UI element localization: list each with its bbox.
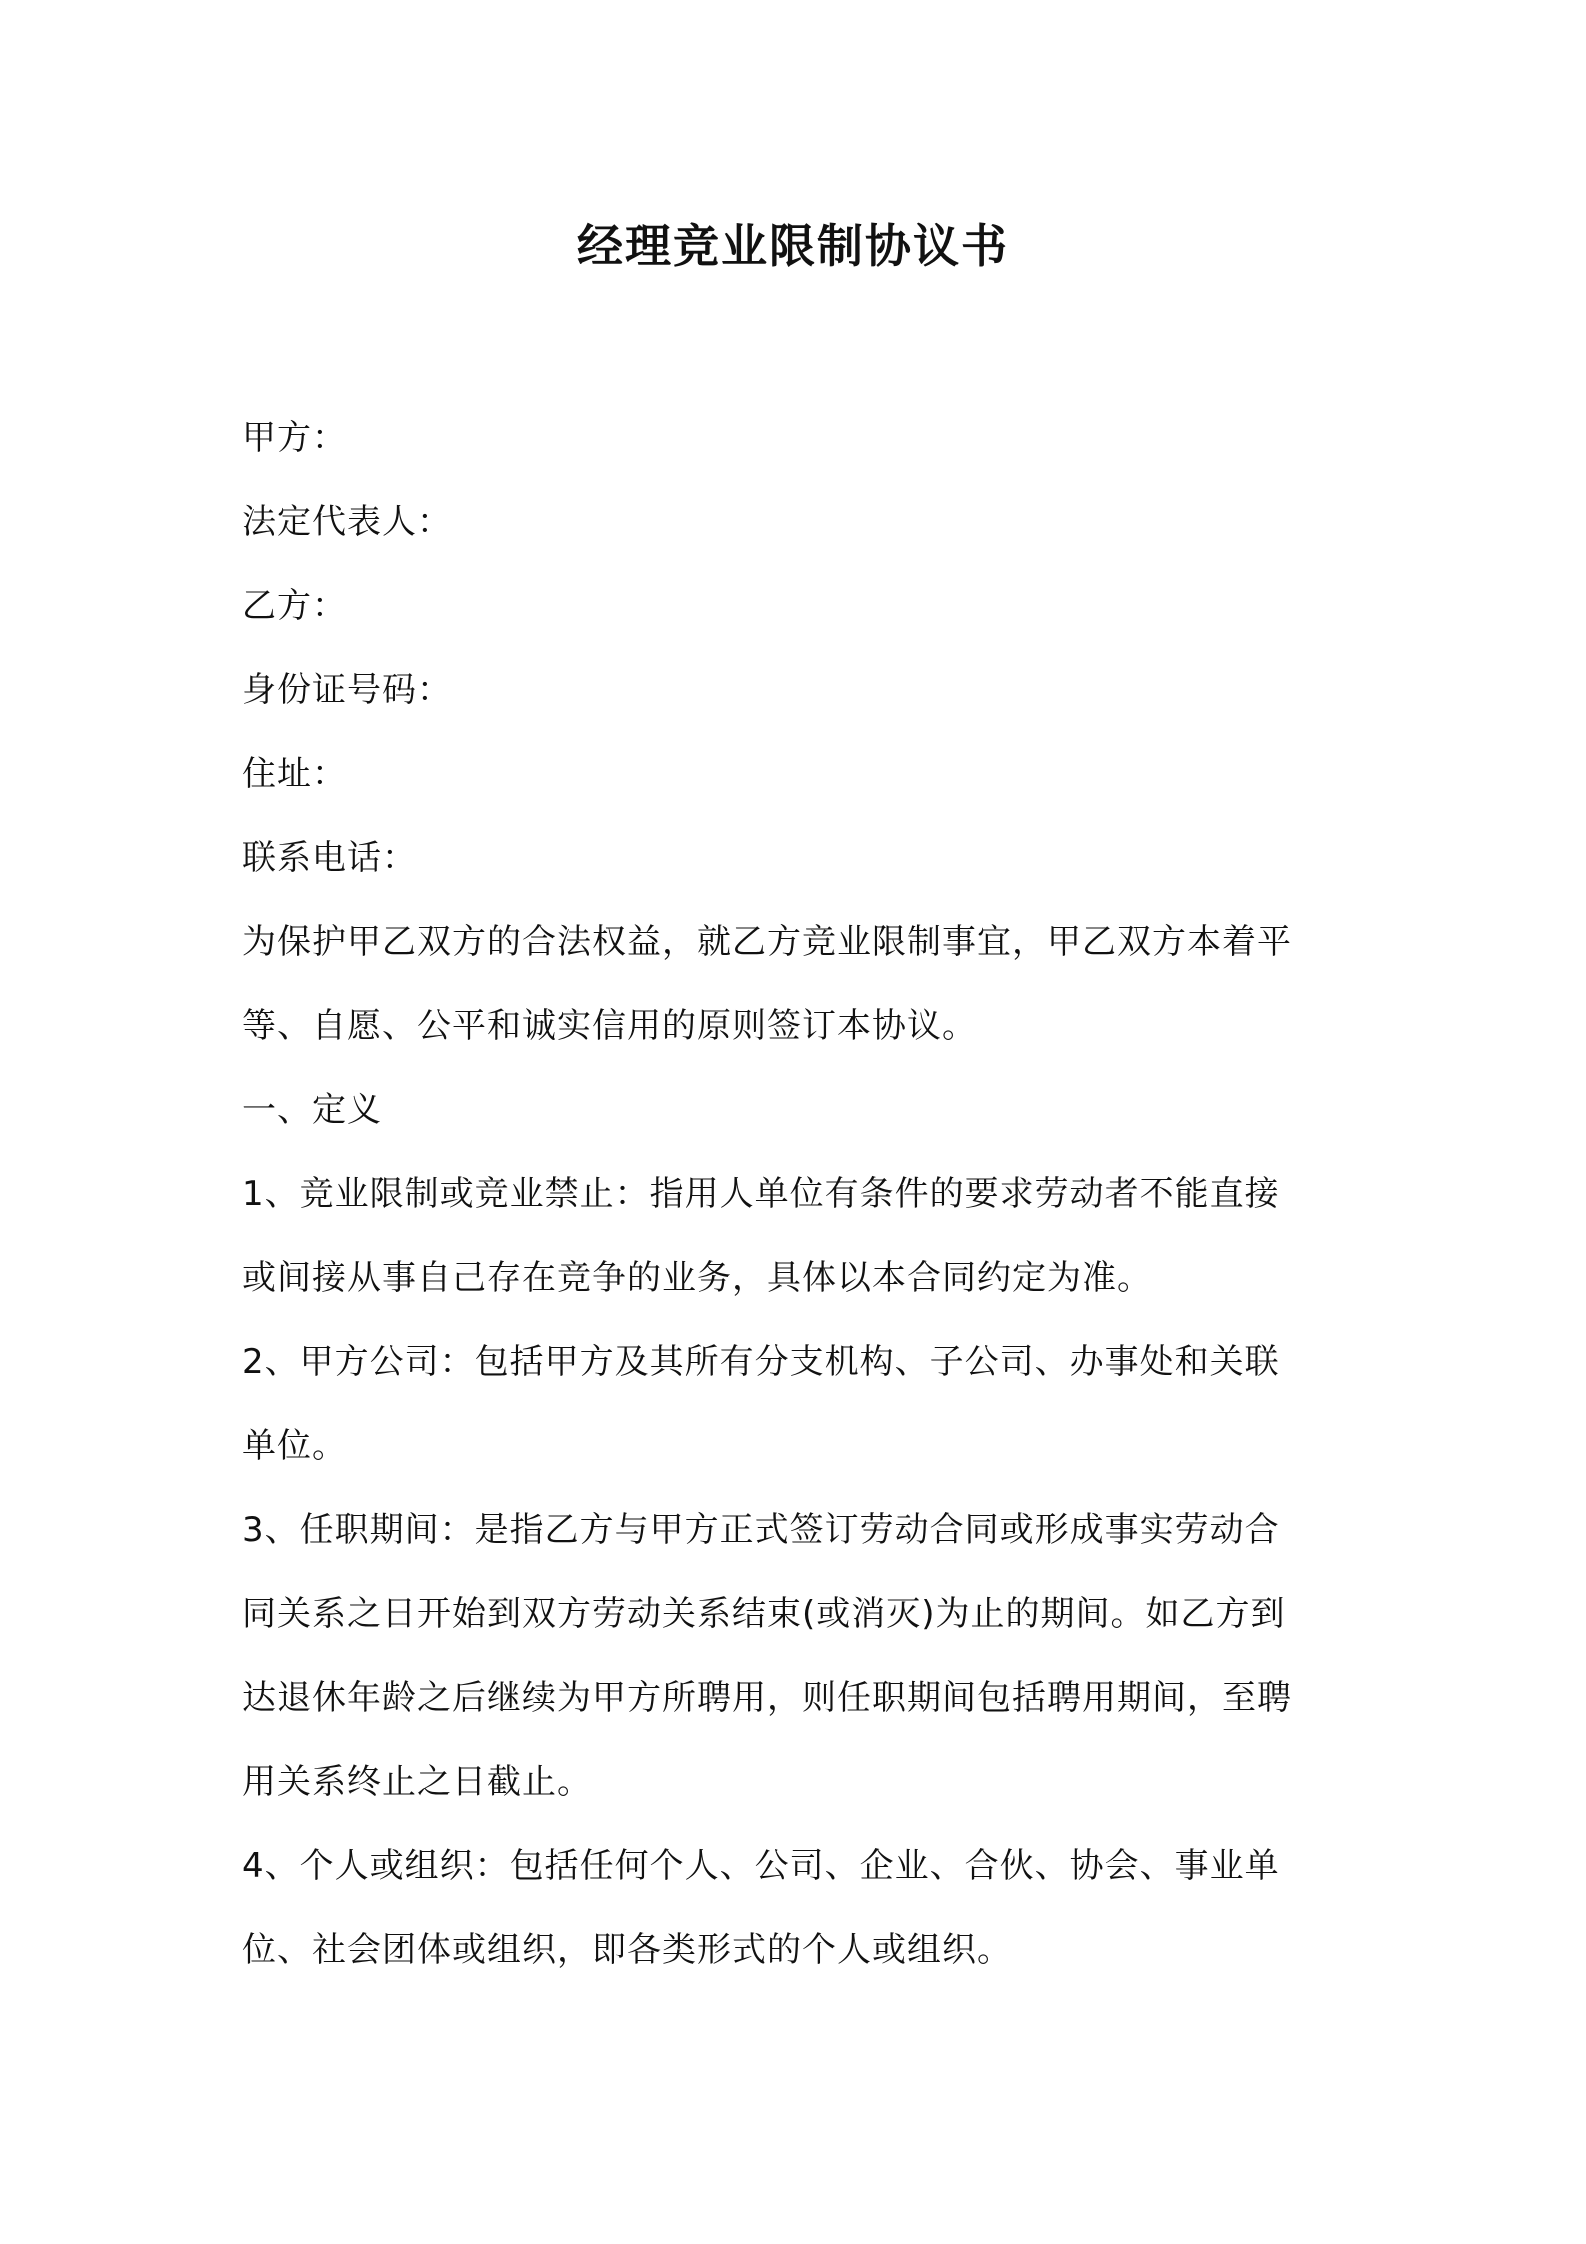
preamble-line-2: 等、自愿、公平和诚实信用的原则签订本协议。: [242, 1006, 977, 1046]
document-title: 经理竞业限制协议书: [577, 219, 1009, 273]
legal-representative-line: 法定代表人：: [242, 502, 452, 542]
definition-3-line-1: 3、任职期间：是指乙方与甲方正式签订劳动合同或形成事实劳动合: [242, 1510, 1280, 1550]
definition-2-line-2: 单位。: [242, 1426, 347, 1466]
definition-1-line-2: 或间接从事自己存在竞争的业务，具体以本合同约定为准。: [242, 1258, 1152, 1298]
address-line: 住址：: [242, 754, 347, 794]
id-number-line: 身份证号码：: [242, 670, 452, 710]
definition-4-line-1: 4、个人或组织：包括任何个人、公司、企业、合伙、协会、事业单: [242, 1846, 1280, 1886]
preamble-line-1: 为保护甲乙双方的合法权益，就乙方竞业限制事宜，甲乙双方本着平: [242, 922, 1292, 962]
definition-1-line-1: 1、竞业限制或竞业禁止：指用人单位有条件的要求劳动者不能直接: [242, 1174, 1280, 1214]
section-heading-definitions: 一、定义: [242, 1090, 382, 1130]
party-b-line: 乙方：: [242, 586, 347, 626]
definition-4-line-2: 位、社会团体或组织，即各类形式的个人或组织。: [242, 1930, 1012, 1970]
definition-3-line-3: 达退休年龄之后继续为甲方所聘用，则任职期间包括聘用期间，至聘: [242, 1678, 1292, 1718]
definition-3-line-2: 同关系之日开始到双方劳动关系结束(或消灭)为止的期间。如乙方到: [242, 1594, 1286, 1634]
definition-3-line-4: 用关系终止之日截止。: [242, 1762, 592, 1802]
document-body: [242, 396, 1352, 1992]
phone-line: 联系电话：: [242, 838, 417, 878]
party-a-line: 甲方：: [242, 418, 347, 458]
definition-2-line-1: 2、甲方公司：包括甲方及其所有分支机构、子公司、办事处和关联: [242, 1342, 1280, 1382]
